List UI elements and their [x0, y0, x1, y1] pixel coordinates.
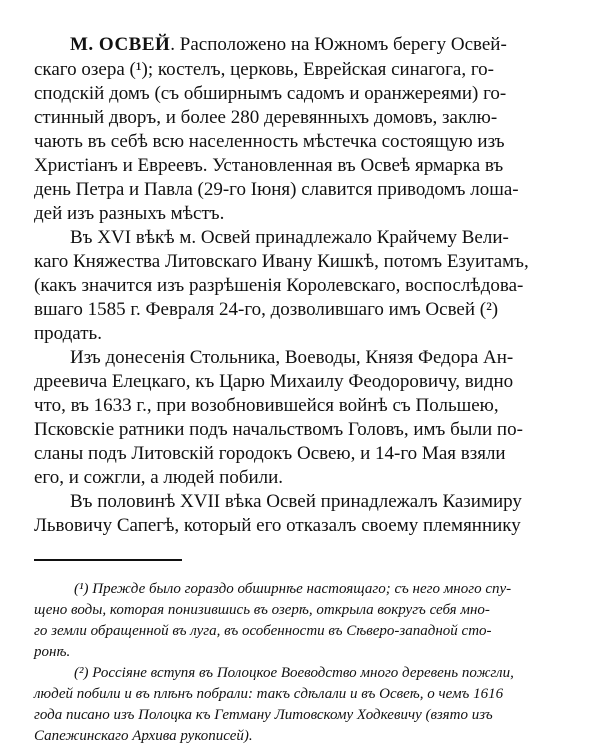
text-line-10: каго Княжества Литовскаго Ивану Кишкѣ, потомъ Езуитамъ, [34, 251, 529, 272]
text-line-16: что, въ 1633 г., при возобновившейся войнѣ съ Польшею, [34, 395, 499, 416]
footnote-line-4: ронѣ. [34, 644, 71, 660]
text-line-15: дреевича Елецкаго, къ Царю Михаилу Феодоровичу, видно [34, 371, 514, 392]
footnote-line-7: года писано изъ Полоцка къ Гетману Литовскому Ходкевичу (взято изъ [34, 707, 493, 723]
text-line-18: сланы подъ Литовскій городокъ Освею, и 14-го Мая взяли [34, 443, 506, 464]
text-line-14: Изъ донесенія Стольника, Воеводы, Князя Федора Ан- [70, 347, 514, 368]
text-line-1 [70, 34, 507, 56]
text-line-1-rest: . Расположено на Южномъ берегу Освей- [170, 34, 507, 55]
text-line-17: Псковскіе ратники подъ начальствомъ Головъ, имъ были по- [34, 419, 523, 440]
text-line-8: дей изъ разныхъ мѣстъ. [34, 203, 225, 224]
text-line-12: вшаго 1585 г. Февраля 24-го, дозволившаго имъ Освей (²) [34, 299, 499, 320]
footnote-line-3: го земли обращенной въ луга, въ особенности въ Сѣверо-западной сто- [34, 623, 492, 639]
text-line-21: Львовичу Сапегѣ, который его отказалъ своему племяннику [34, 515, 521, 536]
text-line-5: чають въ себѣ всю населенность мѣстечка состоящую изъ [34, 131, 505, 152]
footnote-line-5: (²) Россіяне вступя въ Полоцкое Воеводство много деревень пожгли, [74, 665, 514, 681]
text-line-20: Въ половинѣ XVII вѣка Освей принадлежалъ Казимиру [70, 491, 522, 512]
footnote-divider [34, 559, 182, 561]
text-line-6: Христіанъ и Евреевъ. Установленная въ Освеѣ ярмарка въ [34, 155, 504, 176]
text-line-19: его, и сожгли, а людей побили. [34, 467, 284, 488]
text-line-4: стинный дворъ, и более 280 деревянныхъ домовъ, заклю- [34, 107, 498, 128]
footnote-line-1: (¹) Прежде было гораздо обширнѣе настоящаго; съ него много спу- [74, 581, 512, 597]
text-line-9: Въ XVI вѣкѣ м. Освей принадлежало Крайчему Вели- [70, 227, 509, 248]
footnote-line-8: Сапежинскаго Архива рукописей). [34, 728, 253, 744]
place-heading: М. ОСВЕЙ [70, 34, 171, 55]
text-line-13: продать. [34, 323, 102, 344]
footnote-line-2: щено воды, которая понизившись въ озерѣ, открыла вокругъ себя мно- [34, 602, 490, 618]
footnote-line-6: людей побили и въ плѣнъ побрали: такъ сдѣлали и въ Освеѣ, о чемъ 1616 [34, 686, 504, 702]
text-line-3: сподскій домъ (съ обширнымъ садомъ и оранжереями) го- [34, 83, 507, 104]
text-line-2: скаго озера (¹); костелъ, церковь, Еврейская синагога, го- [34, 59, 494, 80]
text-line-7: день Петра и Павла (29-го Іюня) славится приводомъ лошa- [34, 179, 519, 200]
text-line-11: (какъ значится изъ разрѣшенія Королевскаго, воспослѣдова- [34, 275, 524, 296]
